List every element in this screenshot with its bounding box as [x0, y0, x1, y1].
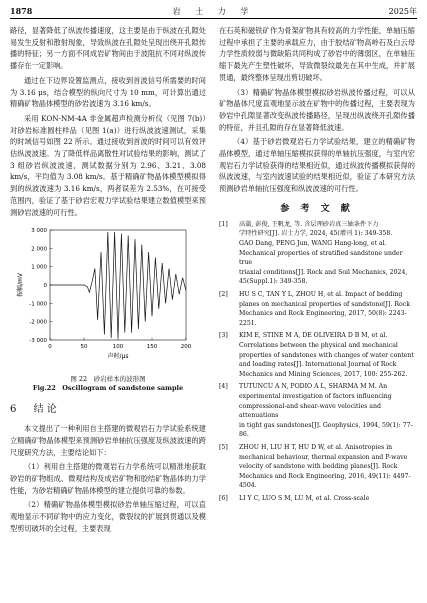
reference-item [219, 220, 415, 287]
reference-line: compressional-and shear-wave velocities and attenuations [239, 402, 381, 420]
figure-caption-cn: 图 22 砂岩样本的波形图 [70, 375, 146, 384]
reference-line: LI Y C, LUO S M, LU M, et al. Cross-scale [239, 494, 370, 502]
paragraph: （4）基于砂岩微观岩石力学试验结果，建立的精确矿物晶体模型，通过单轴压缩模拟获得的单轴抗压强度，与室内宏观岩石力学试验获得的结果相近似，通过纵波传播模拟获得的纵波波速，与室内波速试验的结果相近似，验证了本研究方法预测砂岩单轴抗压强度和纵波波速的可行性。 [219, 137, 415, 194]
left-column [10, 25, 206, 590]
reference-item [219, 494, 415, 504]
figure-caption-en: Fig.22 Oscillogram of sandstone sample [32, 384, 184, 393]
y-tick-label: -2 000 [29, 319, 47, 326]
x-tick-label: 50 [80, 344, 88, 351]
x-axis-label: 声时/μs [107, 353, 129, 361]
waveform-chart [10, 222, 206, 372]
y-tick-label: -3 000 [29, 338, 47, 345]
reference-line: HU S C, TAN Y L, ZHOU H, et al. Impact of bedding [239, 291, 403, 298]
waveform-line [50, 232, 186, 338]
reference-line: in tight gas sandstones[J]. Geophysics, 1994, 59(1): 77-86. [239, 421, 413, 439]
reference-line: planes on mechanical properties of sandstone[J]. Rock [239, 300, 410, 308]
reference-line: Mechanics and Rock Engineering, 2017, 50(8): 2243- [239, 310, 407, 318]
reference-line: mechanical behaviour, thermal expansion and P-wave [239, 453, 408, 461]
reference-line: Mechanical properties of stratified sandstone under true [239, 249, 403, 267]
waveform-figure [10, 222, 206, 372]
paragraph: 通过在下边界设置监测点，接收到首波信号所需要的时间为 3.16 μs，结合模型的纵向尺寸为 10 mm，可计算出通过精确矿物晶体模型的砂岩波速为 3.16 km/s。 [10, 75, 206, 109]
reference-line: ZHOU H, LIU H T, HU D W, et al. Anisotropies in [239, 443, 393, 451]
reference-line: Mechanics and Mining Sciences, 2017, 100: 255-262. [239, 370, 408, 378]
reference-line: TUTUNCU A N, PODIO A L, SHARMA M M. An [239, 383, 388, 391]
references-list [219, 220, 415, 504]
section-heading [10, 400, 206, 415]
reference-line: experimental investigation of factors influencing [239, 392, 392, 400]
y-tick-label: 1 000 [31, 264, 47, 271]
reference-line: velocity of sandstone with bedding planes[J]. Rock [239, 463, 398, 471]
reference-line: triaxial conditions[J]. Rock and Soil Mechanics, 2024, [239, 268, 408, 276]
reference-line: 高蒲, 彭俊, 王帆龙, 等. 含层理砂岩真三轴条件下力 [239, 220, 379, 228]
section-title: 结 论 [33, 404, 57, 416]
year: 2025年 [388, 7, 417, 16]
x-tick-label: 150 [146, 344, 158, 351]
reference-number: [1] [219, 220, 228, 228]
reference-item [219, 382, 415, 440]
references-heading: 参 考 文 献 [280, 203, 354, 214]
paragraph: （1）利用自主搭建的微观岩石力学系统可以精准地获取砂岩的矿物组成、微观结构及成岩矿物和胶结矿物晶体的力学性能，为砂岩精确矿物晶体模型的建立提供可靠的参数。 [10, 462, 206, 495]
y-tick-label: 0 [43, 283, 47, 290]
paragraph: 采用 KON-NM-4A 非金属超声检测分析仪（见图 7(b)）对砂岩标准圆柱样品（见图 1(a)）进行纵波波速测试，采集的时域信号如图 22 所示。通过接收到首波的时间可以有效评估纵波波速。为了降低样品离散性对试验结果的影响，测试了 3 组砂岩纵波波速，测试数据分别为 2.96、3.21、3.08 km/s，平均值为 3.08 km/s。基于精确矿物晶体模型模拟得到的纵波波速为 3.16 km/s，两者误差为 2.53%，在可接受范围内，验证了基于砂岩宏观力学试验结果建立数值模型来预测砂岩波速的可行性。 [10, 113, 206, 217]
y-axis-label: 振幅/mV [17, 273, 24, 298]
page-number: 1878 [10, 6, 33, 16]
reference-item [219, 331, 415, 379]
reference-number: [2] [219, 291, 228, 298]
journal-name: 岩 土 力 学 [172, 7, 255, 16]
x-tick-label: 0 [48, 344, 52, 351]
reference-item [219, 443, 415, 491]
section-number: 6 [10, 404, 17, 416]
reference-number: [5] [219, 443, 228, 451]
reference-number: [6] [219, 494, 228, 502]
reference-number: [4] [219, 383, 228, 391]
y-tick-label: 2 000 [31, 246, 47, 253]
paragraph: 在石英和磁铁矿作为骨架矿物具有较高的力学性能，单轴压缩过程中承担了主要的承载应力，由于胶结矿物高岭石及白云母力学性质较弱与微缺陷共同构成了砂岩中的薄弱区，在单轴压缩下最先产生塑性破坏，导致微裂纹最先在其中生成，并扩展贯通，最终整体呈现出剪切破坏。 [219, 26, 415, 82]
chart-ticks [29, 228, 191, 350]
running-header [10, 6, 417, 19]
reference-line: 4504. [239, 482, 257, 490]
x-tick-label: 200 [180, 344, 192, 351]
reference-line: Correlations between the physical and mechanical [239, 341, 398, 349]
y-tick-label: 3 000 [31, 228, 47, 235]
reference-line: 45(Suppl.1): 349-358. [239, 278, 308, 286]
paragraph: 本文提出了一种利用自主搭建的微观岩石力学试验系统建立精确矿物晶体模型来预测砂岩单轴抗压强度及纵波波速的跨尺度研究方法，主要结论如下： [10, 424, 206, 457]
x-tick-label: 100 [112, 344, 124, 351]
right-column [219, 25, 415, 590]
reference-item [219, 290, 415, 328]
reference-line: Mechanics and Rock Engineering, 2016, 49(11): 4497- [239, 472, 411, 480]
reference-line: 2251. [239, 319, 257, 327]
reference-line: GAO Dang, PENG Jun, WANG Hang-long, et al. [239, 240, 387, 248]
reference-line: and loading rates[J]. International Journal of Rock [239, 361, 397, 369]
paragraph: 路径，显著降低了纵波传播速度，这主要是由于纵波在孔隙处易发生反射和散射现象，导致纵波在孔隙处呈现出绕开孔隙传播的特征；另一方面不同成岩矿物间由于波阻抗不同对纵波传播存在一定影响。 [10, 26, 206, 71]
reference-line: properties of sandstones with changes of water content [239, 351, 414, 359]
paragraph: （2）精确矿物晶体模型模拟砂岩单轴压缩过程，可以直观地显示不同矿物中的应力变化，微裂纹的扩展到贯通以及模型剪切破坏的全过程，主要表现 [10, 500, 206, 533]
reference-line: 学特性研究[J]. 岩土力学, 2024, 45(增刊 1): 349-358. [239, 230, 393, 238]
reference-line: KIM E, STINE M A, DE OLIVEIRA D B M, et al. [239, 332, 388, 340]
y-tick-label: -1 000 [29, 301, 47, 308]
reference-number: [3] [219, 332, 228, 340]
paragraph: （3）精确矿物晶体模型模拟砂岩纵波传播过程，可以从矿物晶体尺度直观地显示波在矿物中的传播过程，主要表现为砂岩中孔隙显著改变纵波传播路径，呈现出纵波绕开孔隙传播的特征，并且孔隙的存在显著降低波速。 [219, 87, 415, 132]
